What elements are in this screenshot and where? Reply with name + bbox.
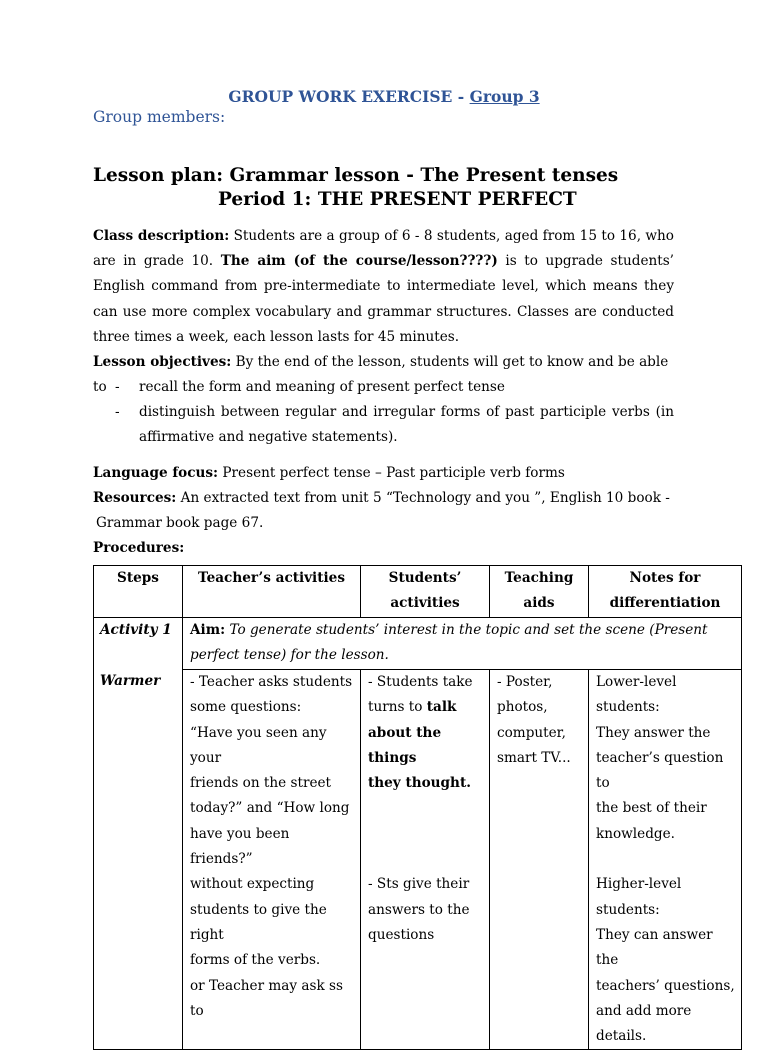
notes-line: They can answer the	[596, 926, 713, 969]
teacher-line: friends on the street	[190, 775, 332, 792]
notes-line: Lower-level students:	[596, 674, 677, 716]
bullet-dash: -	[115, 379, 120, 395]
teacher-line: students to give the right	[190, 901, 327, 943]
teacher-line: have you been friends?”	[190, 825, 290, 868]
teacher-line: forms of the verbs.	[190, 952, 321, 969]
notes-line: knowledge.	[596, 825, 675, 842]
objective-text: distinguish between regular and irregular forms of past participle verbs (in affirmative and negative statements).	[139, 404, 674, 446]
class-description-label: Class description:	[93, 228, 230, 244]
students-line-text: turns to	[368, 699, 427, 716]
notes-line: teachers’ questions,	[596, 977, 735, 994]
table-row	[94, 670, 742, 1050]
aids-line: - Poster,	[497, 674, 553, 690]
group-members-label: Group members:	[93, 108, 226, 126]
students-line: - Students take	[368, 674, 473, 690]
objectives-text: By the end of the lesson, students will get to know and be able to	[93, 354, 669, 396]
language-focus	[93, 461, 674, 486]
students-line: they thought.	[368, 775, 471, 792]
aids-line: smart TV...	[497, 749, 571, 766]
header-teacher-text: Teacher’s activities	[198, 570, 345, 586]
objectives-list	[93, 375, 674, 451]
list-item	[93, 375, 674, 400]
header-teacher-activities	[183, 566, 361, 618]
teacher-activities-cell	[183, 670, 361, 1050]
students-line-bold: talk	[426, 699, 457, 716]
objectives-label: Lesson objectives:	[93, 354, 232, 370]
aim-cell-label: Aim:	[190, 622, 226, 638]
resources	[93, 486, 674, 511]
list-item	[93, 400, 674, 450]
students-activities-cell	[361, 670, 490, 1050]
aim-cell	[183, 618, 742, 670]
teacher-line: - Teacher asks students	[190, 674, 353, 690]
table-header-row	[94, 566, 742, 618]
title-prefix: GROUP WORK EXERCISE -	[228, 87, 470, 106]
header-students-line-1: Students’	[388, 570, 462, 586]
notes-line: They answer the	[596, 724, 711, 741]
students-line: - Sts give their	[368, 876, 470, 893]
resources-continuation: Grammar book page 67.	[96, 515, 264, 531]
group-work-title	[0, 87, 768, 106]
period-title: Period 1: THE PRESENT PERFECT	[218, 189, 577, 210]
notes-line: teacher’s question to	[596, 749, 724, 792]
table-row	[94, 618, 742, 670]
procedures-label: Procedures:	[93, 540, 185, 556]
students-line	[368, 695, 485, 720]
steps-cell	[94, 618, 183, 1050]
teacher-line: today?” and “How long	[190, 800, 350, 817]
aim-cell-text: To generate students’ interest in the topic and set the scene (Present perfect tense) for the lesson.	[190, 622, 708, 664]
teacher-line: “Have you seen any your	[190, 724, 327, 766]
group-number-link[interactable]: Group 3	[469, 87, 540, 106]
header-steps-text: Steps	[117, 570, 159, 586]
header-aids-line-2: aids	[523, 595, 555, 612]
teacher-line: without expecting	[190, 876, 315, 893]
header-teaching-aids	[490, 566, 589, 618]
notes-line: Higher-level students:	[596, 876, 682, 918]
resources-label: Resources:	[93, 490, 177, 506]
lesson-plan-title: Lesson plan: Grammar lesson - The Present tenses	[93, 165, 619, 186]
students-line: questions	[368, 926, 435, 943]
header-students-activities	[361, 566, 490, 618]
aids-line: photos,	[497, 699, 548, 716]
header-students-line-2: activities	[390, 595, 460, 612]
class-description-text-1: Students are a group of 6 - 8 students, aged from 15 to 16, who are in grade 10.	[93, 228, 674, 270]
students-line: answers to the	[368, 901, 470, 918]
notes-line: the best of their	[596, 800, 707, 817]
language-focus-label: Language focus:	[93, 465, 219, 481]
class-description	[93, 224, 674, 350]
procedures-table	[93, 565, 742, 1050]
students-line: about the things	[368, 724, 442, 766]
teaching-aids-cell	[490, 670, 589, 1050]
resources-text: An extracted text from unit 5 “Technology and you ”, English 10 book -	[176, 490, 670, 506]
teacher-line: or Teacher may ask ss to	[190, 977, 343, 1019]
header-notes-differentiation	[589, 566, 742, 618]
activity-name: Activity 1	[100, 622, 172, 638]
activity-stage: Warmer	[100, 672, 161, 689]
class-description-text-2: is to upgrade students’ English command from pre-intermediate to intermediate level, which means they can use more complex vocabulary and grammar structures. Classes are conducted three times a week, each lesson lasts for 45 minutes.	[93, 253, 674, 345]
aim-label: The aim (of the course/lesson????)	[220, 253, 498, 270]
notes-line: and add more details.	[596, 1002, 692, 1045]
teacher-line: some questions:	[190, 699, 302, 716]
language-focus-text: Present perfect tense – Past participle verb forms	[218, 465, 565, 481]
header-steps	[94, 566, 183, 618]
notes-differentiation-cell	[589, 670, 742, 1050]
header-aids-line-1: Teaching	[504, 570, 574, 586]
aids-line: computer,	[497, 724, 566, 741]
header-notes-line-1: Notes for	[629, 570, 701, 586]
header-notes-line-2: differentiation	[609, 595, 721, 612]
objective-text: recall the form and meaning of present perfect tense	[139, 379, 505, 395]
bullet-dash: -	[115, 404, 120, 421]
